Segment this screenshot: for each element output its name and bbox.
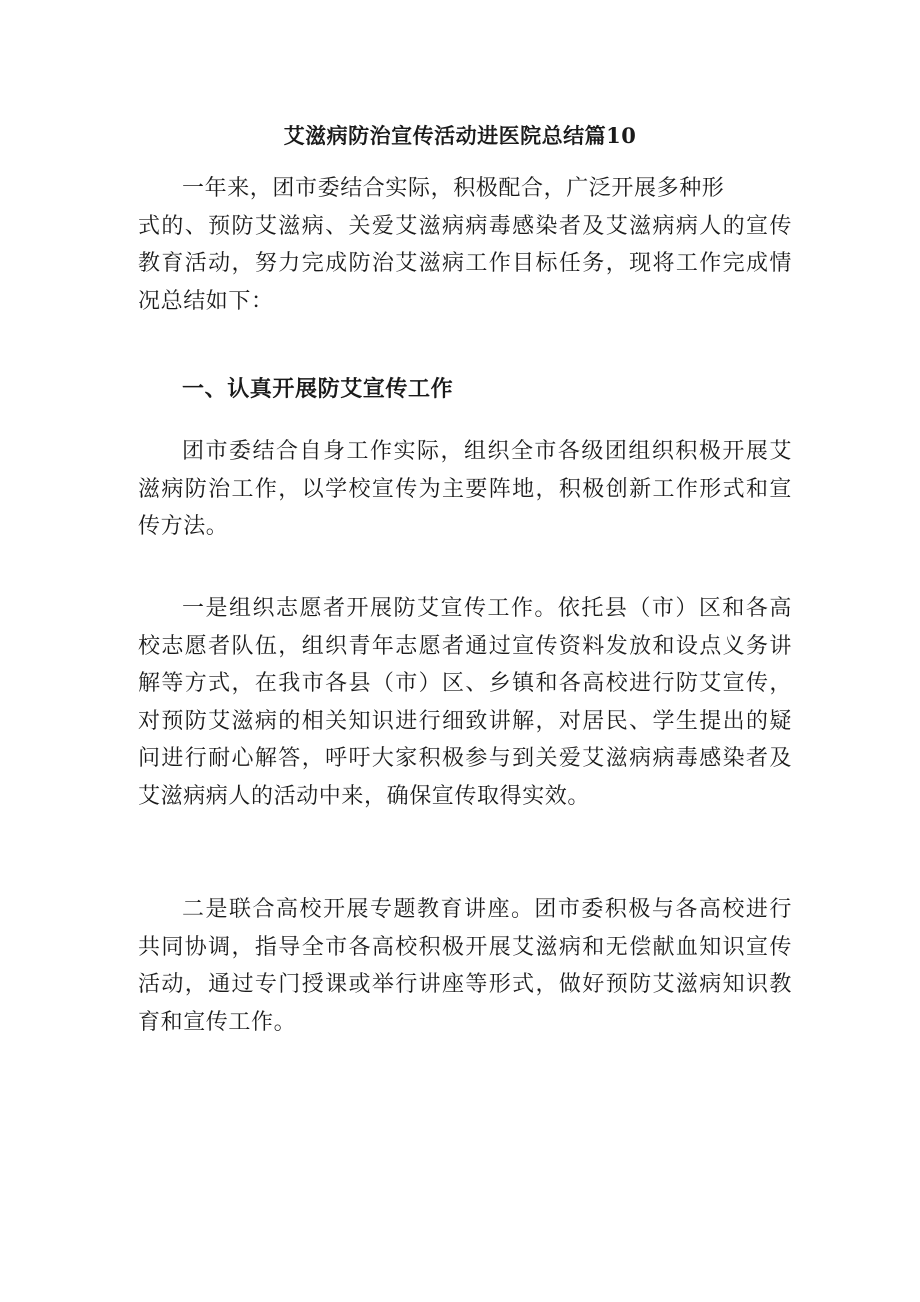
- document-title: 艾滋病防治宣传活动进医院总结篇10: [283, 123, 637, 148]
- body-paragraph: 二是联合高校开展专题教育讲座。团市委积极与各高校进行共同协调，指导全市各高校积极开展艾滋病和无偿献血知识宣传活动，通过专门授课或举行讲座等形式，做好预防艾滋病知识教育和宣传工作。: [138, 897, 792, 1035]
- intro-first-line: 一年来，团市委结合实际，积极配合，广泛开展多种形: [182, 176, 725, 201]
- intro-rest-text: 式的、预防艾滋病、关爱艾滋病病毒感染者及艾滋病病人的宣传教育活动，努力完成防治艾滋病工作目标任务，现将工作完成情况总结如下：: [138, 213, 792, 314]
- body-paragraph: 团市委结合自身工作实际，组织全市各级团组织积极开展艾滋病防治工作，以学校宣传为主要阵地，积极创新工作形式和宣传方法。: [138, 439, 792, 539]
- body-paragraph: 一是组织志愿者开展防艾宣传工作。依托县（市）区和各高校志愿者队伍，组织青年志愿者通过宣传资料发放和设点义务讲解等方式，在我市各县（市）区、乡镇和各高校进行防艾宣传，对预防艾滋病的相关知识进行细致讲解，对居民、学生提出的疑问进行耐心解答，呼吁大家积极参与到关爱艾滋病病毒感染者及艾滋病病人的活动中来，确保宣传取得实效。: [138, 596, 792, 809]
- intro-paragraph: [138, 170, 792, 320]
- section-heading: 一、认真开展防艾宣传工作: [182, 376, 454, 402]
